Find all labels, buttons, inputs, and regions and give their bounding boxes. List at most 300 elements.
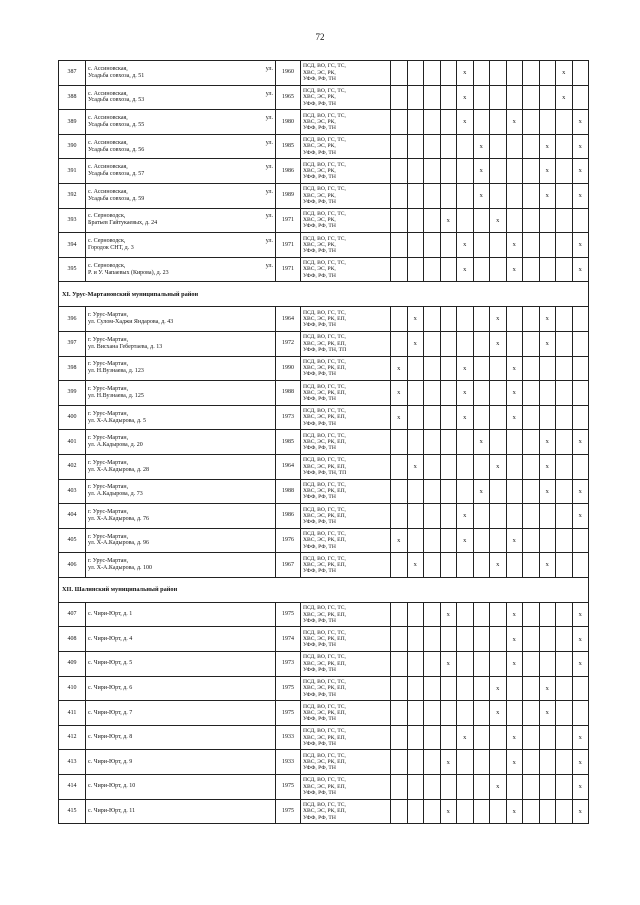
address-cell: [86, 159, 276, 184]
systems-line: ХВС, ЭС, РК, ЕП,: [303, 463, 347, 470]
year-mark-cell: [440, 676, 457, 701]
year-mark-cell: [457, 159, 474, 184]
year-mark-cell: [440, 233, 457, 258]
year-mark-cell: [523, 85, 540, 110]
year-mark-cell: [473, 701, 490, 726]
systems-line: ХВС, ЭС, РК, ЕП,: [303, 636, 347, 643]
year-built: 1975: [276, 701, 301, 726]
year-built: 1973: [276, 652, 301, 677]
year-mark-cell: [523, 331, 540, 356]
address-line-2: ул. Х-А.Кадырова, д. 28: [88, 466, 150, 473]
year-mark-cell: x: [391, 381, 408, 406]
systems-cell: [301, 257, 391, 282]
systems-line: ПСД, ВО, ГС, ТС,: [303, 383, 346, 390]
year-mark-cell: [572, 307, 589, 332]
year-mark-cell: [407, 430, 424, 455]
table-row: [59, 676, 589, 701]
address-line-1: с. Серноводск,: [88, 213, 126, 220]
year-mark-cell: [539, 233, 556, 258]
year-mark-cell: x: [506, 602, 523, 627]
row-number: 408: [59, 627, 86, 652]
year-mark-cell: [457, 750, 474, 775]
table-row: [59, 627, 589, 652]
year-mark-cell: [473, 110, 490, 135]
year-mark-cell: [523, 528, 540, 553]
year-built: 1986: [276, 159, 301, 184]
year-mark-cell: [556, 134, 573, 159]
year-mark-cell: [556, 479, 573, 504]
systems-line: УФФ, РФ, ТН: [303, 765, 336, 772]
address-street-type: ул.: [265, 115, 273, 122]
systems-line: УФФ, РФ, ТН: [303, 198, 336, 205]
year-mark-cell: [473, 85, 490, 110]
year-mark-cell: [523, 159, 540, 184]
row-number: 401: [59, 430, 86, 455]
row-number: 392: [59, 183, 86, 208]
address-cell: [86, 701, 276, 726]
address-line-1: с. Ассиновская,: [88, 188, 128, 195]
year-mark-cell: [572, 208, 589, 233]
year-mark-cell: [473, 676, 490, 701]
year-mark-cell: [490, 652, 507, 677]
year-mark-cell: x: [440, 208, 457, 233]
year-mark-cell: [490, 405, 507, 430]
year-mark-cell: [424, 454, 441, 479]
year-mark-cell: [407, 725, 424, 750]
year-mark-cell: [407, 61, 424, 86]
systems-line: ПСД, ВО, ГС, ТС,: [303, 235, 346, 242]
table-row: [59, 61, 589, 86]
address-street-type: ул.: [265, 188, 273, 195]
systems-line: ХВС, ЭС, РК, ЕП,: [303, 316, 347, 323]
year-mark-cell: x: [490, 454, 507, 479]
systems-line: ХВС, ЭС, РК, ЕП,: [303, 734, 347, 741]
year-mark-cell: [391, 134, 408, 159]
year-mark-cell: [391, 701, 408, 726]
year-mark-cell: x: [506, 257, 523, 282]
year-mark-cell: x: [490, 775, 507, 800]
year-mark-cell: [539, 652, 556, 677]
year-mark-cell: [556, 208, 573, 233]
year-mark-cell: [407, 257, 424, 282]
year-mark-cell: x: [572, 504, 589, 529]
systems-line: ХВС, ЭС, РК,: [303, 241, 336, 248]
systems-cell: [301, 110, 391, 135]
systems-line: ПСД, ВО, ГС, ТС,: [303, 629, 346, 636]
systems-cell: [301, 627, 391, 652]
year-mark-cell: x: [440, 750, 457, 775]
systems-line: УФФ, РФ, ТН: [303, 248, 336, 255]
year-mark-cell: [440, 257, 457, 282]
table-row: [59, 750, 589, 775]
year-mark-cell: [391, 750, 408, 775]
year-mark-cell: [473, 725, 490, 750]
address-line-1: г. Урус-Мартан,: [88, 558, 129, 565]
year-mark-cell: x: [407, 307, 424, 332]
systems-line: ПСД, ВО, ГС, ТС,: [303, 432, 346, 439]
row-number: 389: [59, 110, 86, 135]
table-row: [59, 553, 589, 578]
table-row: [59, 504, 589, 529]
year-mark-cell: x: [407, 454, 424, 479]
systems-line: ПСД, ВО, ГС, ТС,: [303, 531, 346, 538]
year-mark-cell: x: [473, 479, 490, 504]
year-mark-cell: [539, 257, 556, 282]
year-mark-cell: x: [457, 381, 474, 406]
year-mark-cell: x: [473, 183, 490, 208]
year-mark-cell: [506, 701, 523, 726]
year-mark-cell: [556, 676, 573, 701]
year-mark-cell: [473, 257, 490, 282]
year-built: 1964: [276, 307, 301, 332]
year-mark-cell: [391, 602, 408, 627]
address-street-type: ул.: [265, 213, 273, 220]
systems-line: ПСД, ВО, ГС, ТС,: [303, 654, 346, 661]
year-mark-cell: [523, 183, 540, 208]
systems-cell: [301, 134, 391, 159]
address-line-1: с. Чири-Юрт, д. 11: [88, 807, 136, 814]
year-mark-cell: [523, 725, 540, 750]
year-mark-cell: [556, 159, 573, 184]
year-mark-cell: x: [506, 799, 523, 824]
year-mark-cell: [424, 356, 441, 381]
row-number: 402: [59, 454, 86, 479]
address-cell: [86, 725, 276, 750]
year-mark-cell: x: [572, 110, 589, 135]
address-line-2: Усадьба совхоза, д. 57: [88, 171, 145, 178]
year-mark-cell: [572, 454, 589, 479]
year-mark-cell: x: [457, 110, 474, 135]
year-mark-cell: [457, 208, 474, 233]
year-mark-cell: [391, 61, 408, 86]
year-mark-cell: x: [572, 775, 589, 800]
row-number: 409: [59, 652, 86, 677]
address-line-1: г. Урус-Мартан,: [88, 410, 129, 417]
year-mark-cell: [457, 652, 474, 677]
year-mark-cell: [556, 356, 573, 381]
year-mark-cell: [490, 430, 507, 455]
year-mark-cell: [391, 627, 408, 652]
year-built: 1990: [276, 356, 301, 381]
address-line-1: г. Урус-Мартан,: [88, 435, 129, 442]
year-mark-cell: [424, 85, 441, 110]
systems-line: ПСД, ВО, ГС, ТС,: [303, 161, 346, 168]
table-row: [59, 652, 589, 677]
table-row: [59, 725, 589, 750]
year-mark-cell: [407, 159, 424, 184]
address-cell: [86, 85, 276, 110]
year-mark-cell: [539, 725, 556, 750]
year-mark-cell: [523, 405, 540, 430]
address-cell: [86, 61, 276, 86]
year-mark-cell: x: [440, 652, 457, 677]
year-mark-cell: [407, 356, 424, 381]
row-number: 399: [59, 381, 86, 406]
year-mark-cell: x: [473, 134, 490, 159]
address-line-2: ул. Висхана Гебертаева, д. 13: [88, 343, 163, 350]
address-line-2: Усадьба совхоза, д. 56: [88, 146, 145, 153]
systems-line: УФФ, РФ, ТН: [303, 420, 336, 427]
systems-line: ПСД, ВО, ГС, ТС,: [303, 679, 346, 686]
year-mark-cell: [440, 627, 457, 652]
table-row: [59, 430, 589, 455]
year-mark-cell: [490, 381, 507, 406]
systems-line: УФФ, РФ, ТН: [303, 322, 336, 329]
year-mark-cell: [457, 602, 474, 627]
year-mark-cell: [391, 85, 408, 110]
year-mark-cell: [506, 479, 523, 504]
year-mark-cell: [391, 257, 408, 282]
table-row: [59, 405, 589, 430]
table-row: [59, 208, 589, 233]
systems-line: ПСД, ВО, ГС, ТС,: [303, 555, 346, 562]
year-mark-cell: [490, 257, 507, 282]
year-mark-cell: [407, 528, 424, 553]
year-mark-cell: [572, 356, 589, 381]
year-mark-cell: [473, 61, 490, 86]
systems-line: УФФ, РФ, ТН: [303, 789, 336, 796]
year-mark-cell: [424, 233, 441, 258]
systems-line: УФФ, РФ, ТН: [303, 371, 336, 378]
address-cell: [86, 356, 276, 381]
year-mark-cell: [424, 430, 441, 455]
systems-cell: [301, 725, 391, 750]
year-mark-cell: [556, 725, 573, 750]
address-cell: [86, 454, 276, 479]
systems-line: УФФ, РФ, ТН: [303, 75, 336, 82]
address-line-1: с. Ассиновская,: [88, 164, 128, 171]
address-cell: [86, 553, 276, 578]
table-row: [59, 356, 589, 381]
year-built: 1989: [276, 183, 301, 208]
year-mark-cell: [391, 479, 408, 504]
address-cell: [86, 479, 276, 504]
year-mark-cell: [424, 528, 441, 553]
year-mark-cell: [391, 331, 408, 356]
address-line-1: с. Ассиновская,: [88, 115, 128, 122]
year-mark-cell: x: [490, 676, 507, 701]
address-cell: [86, 602, 276, 627]
year-mark-cell: [506, 553, 523, 578]
year-mark-cell: [407, 775, 424, 800]
year-mark-cell: [572, 676, 589, 701]
year-mark-cell: x: [473, 159, 490, 184]
year-mark-cell: x: [506, 750, 523, 775]
year-mark-cell: [473, 233, 490, 258]
year-mark-cell: x: [539, 134, 556, 159]
housing-table: [58, 60, 589, 824]
address-cell: [86, 110, 276, 135]
systems-line: ХВС, ЭС, РК, ЕП,: [303, 488, 347, 495]
systems-line: ПСД, ВО, ГС, ТС,: [303, 186, 346, 193]
year-mark-cell: [440, 159, 457, 184]
row-number: 391: [59, 159, 86, 184]
section-header-row: [59, 282, 589, 307]
year-mark-cell: [490, 110, 507, 135]
systems-line: ПСД, ВО, ГС, ТС,: [303, 137, 346, 144]
year-mark-cell: [572, 85, 589, 110]
year-mark-cell: [490, 528, 507, 553]
year-mark-cell: [539, 627, 556, 652]
table-row: [59, 159, 589, 184]
year-mark-cell: [523, 134, 540, 159]
year-mark-cell: [523, 775, 540, 800]
row-number: 397: [59, 331, 86, 356]
year-mark-cell: [407, 676, 424, 701]
table-row: [59, 701, 589, 726]
year-mark-cell: [407, 381, 424, 406]
year-mark-cell: [572, 331, 589, 356]
year-mark-cell: [424, 799, 441, 824]
table-row: [59, 134, 589, 159]
year-mark-cell: x: [539, 159, 556, 184]
year-mark-cell: x: [572, 479, 589, 504]
year-mark-cell: [457, 454, 474, 479]
year-mark-cell: x: [572, 750, 589, 775]
year-mark-cell: [490, 233, 507, 258]
systems-line: ХВС, ЭС, РК, ЕП,: [303, 660, 347, 667]
systems-line: ПСД, ВО, ГС, ТС,: [303, 752, 346, 759]
year-mark-cell: [391, 775, 408, 800]
year-mark-cell: x: [407, 553, 424, 578]
address-line-2: Р. и У. Чапаевых (Кирова), д. 23: [88, 269, 169, 276]
address-line-1: с. Чири-Юрт, д. 1: [88, 611, 133, 618]
systems-cell: [301, 405, 391, 430]
year-mark-cell: [572, 381, 589, 406]
year-mark-cell: [391, 159, 408, 184]
year-mark-cell: [556, 627, 573, 652]
year-mark-cell: x: [490, 553, 507, 578]
year-mark-cell: [440, 405, 457, 430]
year-mark-cell: x: [440, 602, 457, 627]
year-mark-cell: [572, 528, 589, 553]
year-mark-cell: [539, 775, 556, 800]
year-mark-cell: x: [539, 701, 556, 726]
year-mark-cell: [506, 208, 523, 233]
year-mark-cell: [473, 750, 490, 775]
year-mark-cell: [407, 701, 424, 726]
year-mark-cell: [424, 307, 441, 332]
address-line-2: Усадьба совхоза, д. 51: [88, 72, 145, 79]
year-mark-cell: [556, 233, 573, 258]
year-mark-cell: [539, 405, 556, 430]
address-line-2: ул. Х-А.Кадырова, д. 96: [88, 540, 150, 547]
year-mark-cell: [424, 504, 441, 529]
systems-line: УФФ, РФ, ТН, ТП: [303, 469, 347, 476]
address-cell: [86, 750, 276, 775]
year-mark-cell: [424, 61, 441, 86]
table-row: [59, 799, 589, 824]
year-mark-cell: x: [506, 110, 523, 135]
address-line-1: с. Чири-Юрт, д. 5: [88, 660, 133, 667]
year-mark-cell: [424, 602, 441, 627]
systems-cell: [301, 430, 391, 455]
table-row: [59, 257, 589, 282]
year-mark-cell: [523, 479, 540, 504]
address-line-1: г. Урус-Мартан,: [88, 459, 129, 466]
year-mark-cell: x: [539, 331, 556, 356]
address-line-2: ул. Х-А.Кадырова, д. 5: [88, 417, 147, 424]
address-line-2: Усадьба совхоза, д. 55: [88, 121, 145, 128]
table-row: [59, 602, 589, 627]
address-cell: [86, 430, 276, 455]
year-mark-cell: x: [539, 430, 556, 455]
year-mark-cell: [523, 307, 540, 332]
year-built: 1988: [276, 381, 301, 406]
address-cell: [86, 652, 276, 677]
year-mark-cell: [391, 553, 408, 578]
systems-cell: [301, 479, 391, 504]
year-mark-cell: [440, 381, 457, 406]
address-line-1: г. Урус-Мартан,: [88, 312, 129, 319]
row-number: 395: [59, 257, 86, 282]
year-mark-cell: [440, 356, 457, 381]
row-number: 405: [59, 528, 86, 553]
year-mark-cell: [556, 307, 573, 332]
systems-line: ПСД, ВО, ГС, ТС,: [303, 210, 346, 217]
year-built: 1975: [276, 602, 301, 627]
address-line-1: г. Урус-Мартан,: [88, 509, 129, 515]
year-mark-cell: [391, 307, 408, 332]
row-number: 403: [59, 479, 86, 504]
year-mark-cell: [523, 110, 540, 135]
year-mark-cell: [523, 701, 540, 726]
year-built: 1988: [276, 479, 301, 504]
year-mark-cell: x: [440, 799, 457, 824]
year-mark-cell: x: [473, 430, 490, 455]
systems-cell: [301, 183, 391, 208]
row-number: 406: [59, 553, 86, 578]
year-mark-cell: [523, 61, 540, 86]
year-mark-cell: [556, 405, 573, 430]
year-mark-cell: [556, 775, 573, 800]
year-mark-cell: [424, 750, 441, 775]
systems-line: УФФ, РФ, ТН: [303, 814, 336, 821]
address-line-1: с. Ассиновская,: [88, 90, 128, 97]
systems-cell: [301, 331, 391, 356]
address-cell: [86, 799, 276, 824]
year-mark-cell: [490, 602, 507, 627]
year-mark-cell: x: [457, 61, 474, 86]
year-mark-cell: [556, 257, 573, 282]
year-mark-cell: [457, 676, 474, 701]
year-mark-cell: [473, 602, 490, 627]
year-mark-cell: [506, 134, 523, 159]
address-cell: [86, 233, 276, 258]
year-mark-cell: [440, 331, 457, 356]
year-mark-cell: [457, 183, 474, 208]
year-mark-cell: [556, 750, 573, 775]
page-number: 72: [315, 32, 325, 42]
year-mark-cell: [523, 553, 540, 578]
year-mark-cell: [407, 627, 424, 652]
year-mark-cell: [539, 85, 556, 110]
systems-line: УФФ, РФ, ТН: [303, 396, 336, 403]
year-mark-cell: [407, 208, 424, 233]
year-mark-cell: [440, 775, 457, 800]
systems-line: УФФ, РФ, ТН: [303, 691, 336, 698]
row-number: 400: [59, 405, 86, 430]
year-mark-cell: [407, 479, 424, 504]
year-built: 1975: [276, 676, 301, 701]
systems-cell: [301, 701, 391, 726]
year-mark-cell: x: [407, 331, 424, 356]
row-number: 394: [59, 233, 86, 258]
table-row: [59, 454, 589, 479]
address-line-1: с. Серноводск,: [88, 238, 126, 245]
year-mark-cell: [490, 504, 507, 529]
year-mark-cell: [572, 701, 589, 726]
